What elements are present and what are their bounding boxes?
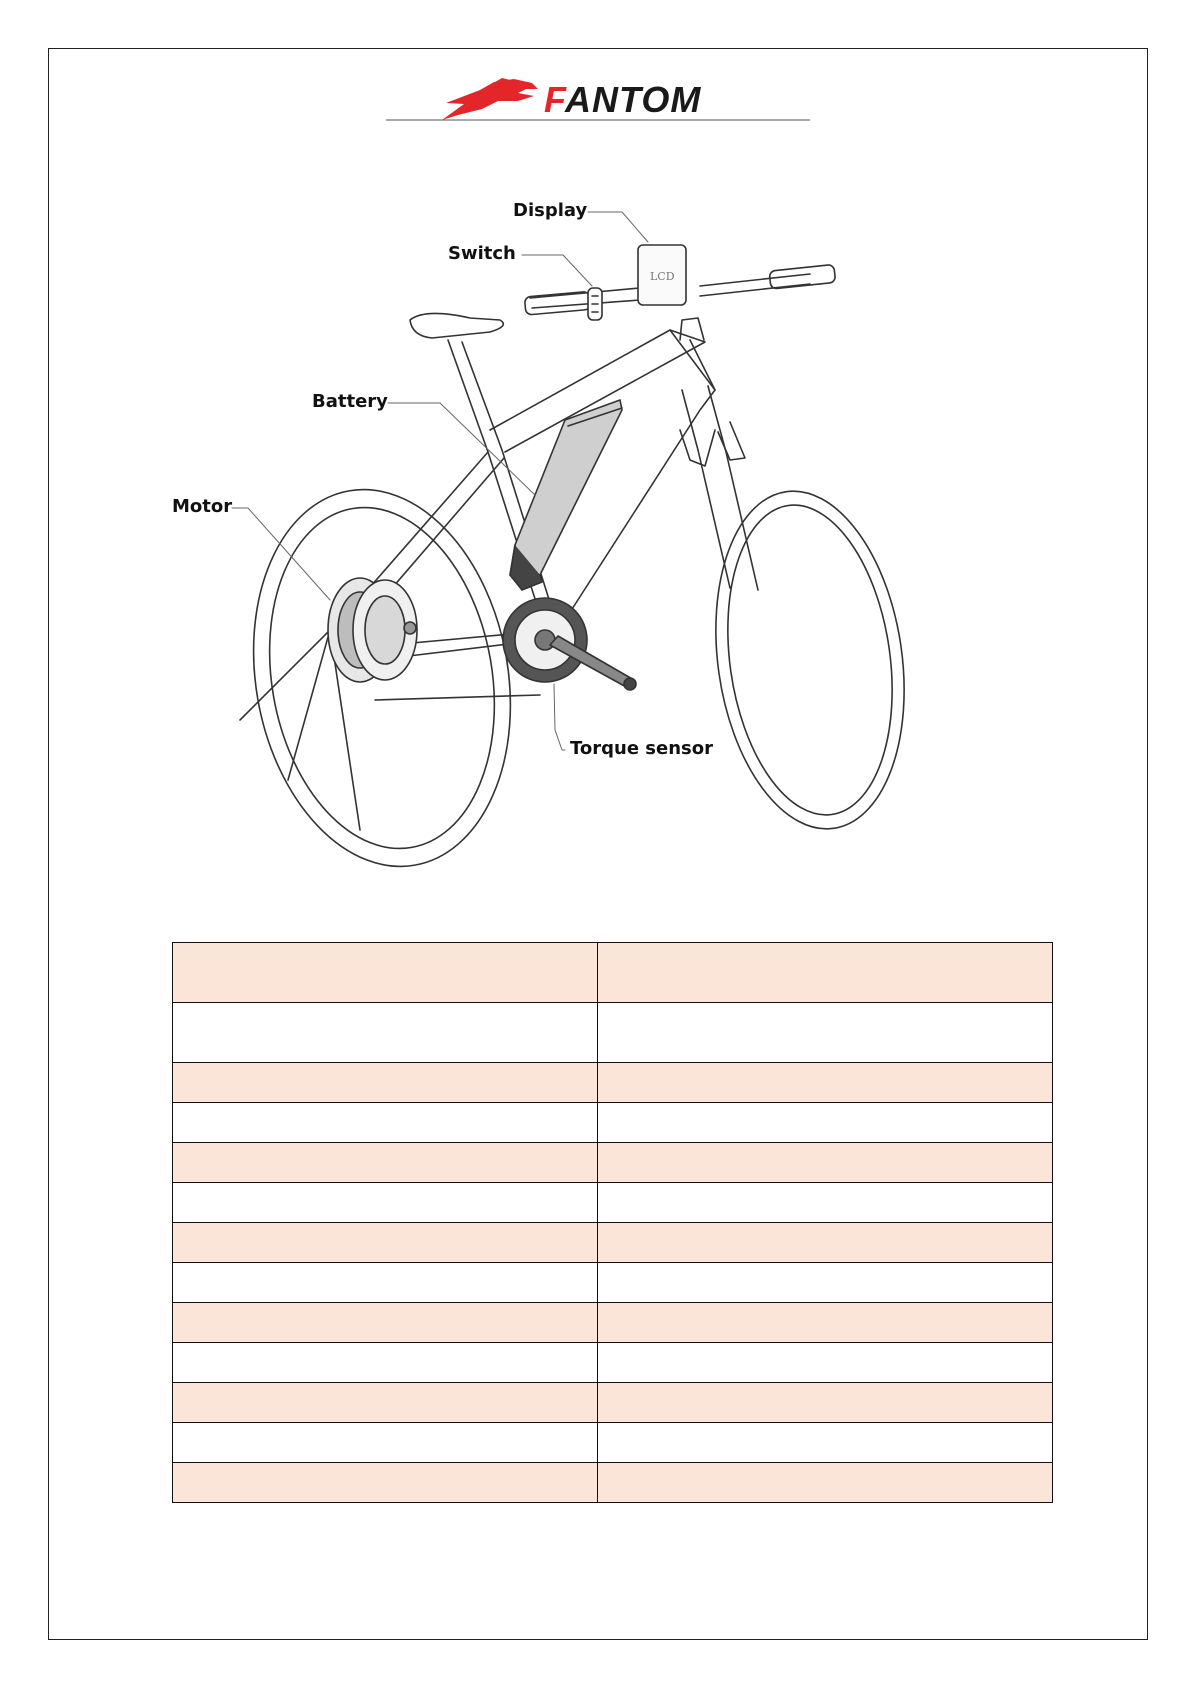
spec-row [173, 1063, 1053, 1103]
spec-value-cell [598, 1183, 1053, 1223]
spec-row [173, 1463, 1053, 1503]
rear-hub-motor [328, 578, 417, 682]
spec-label-cell [173, 1003, 598, 1063]
spec-row [173, 1423, 1053, 1463]
spec-label-cell [173, 1143, 598, 1183]
spec-label-cell [173, 1423, 598, 1463]
spec-label-cell [173, 1463, 598, 1503]
spec-value-cell [598, 1303, 1053, 1343]
spec-label-cell [173, 1303, 598, 1343]
callout-display: Display [513, 200, 588, 221]
spec-value-cell [598, 1383, 1053, 1423]
lcd-display [638, 245, 686, 305]
spec-label-cell [173, 1103, 598, 1143]
callout-torque-sensor: Torque sensor [570, 738, 713, 759]
ebike-diagram [170, 190, 990, 880]
spec-label-cell [173, 1063, 598, 1103]
spec-value-cell [598, 1223, 1053, 1263]
bike-frame [350, 264, 836, 700]
spec-row [173, 943, 1053, 1003]
spec-row [173, 1263, 1053, 1303]
spec-label-cell [173, 1223, 598, 1263]
spec-value-cell [598, 1463, 1053, 1503]
front-wheel [695, 479, 925, 841]
spec-value-cell [598, 1143, 1053, 1183]
brand-wordmark: FANTOM [544, 79, 702, 120]
spec-row [173, 1343, 1053, 1383]
spec-row [173, 1383, 1053, 1423]
spec-value-cell [598, 1103, 1053, 1143]
callout-switch: Switch [448, 243, 516, 264]
spec-label-cell [173, 1343, 598, 1383]
spec-label-cell [173, 1383, 598, 1423]
spec-table [172, 942, 1053, 1503]
spec-row [173, 1143, 1053, 1183]
spec-value-cell [598, 1423, 1053, 1463]
spec-value-cell [598, 1263, 1053, 1303]
spec-value-cell [598, 943, 1053, 1003]
spec-label-cell [173, 1183, 598, 1223]
spec-row [173, 1183, 1053, 1223]
brand-header [386, 70, 810, 130]
callout-battery: Battery [312, 391, 388, 412]
callout-motor: Motor [172, 496, 233, 517]
spec-value-cell [598, 1343, 1053, 1383]
spec-value-cell [598, 1063, 1053, 1103]
battery-pack [510, 400, 622, 590]
handlebar-switch [588, 288, 602, 320]
spec-row [173, 1003, 1053, 1063]
spec-row [173, 1303, 1053, 1343]
spec-row [173, 1103, 1053, 1143]
leaping-panther-icon [442, 78, 538, 120]
lcd-label: LCD [650, 270, 675, 283]
spec-label-cell [173, 1263, 598, 1303]
spec-label-cell [173, 943, 598, 1003]
torque-sensor-crankset [503, 598, 636, 690]
spec-row [173, 1223, 1053, 1263]
spec-value-cell [598, 1003, 1053, 1063]
